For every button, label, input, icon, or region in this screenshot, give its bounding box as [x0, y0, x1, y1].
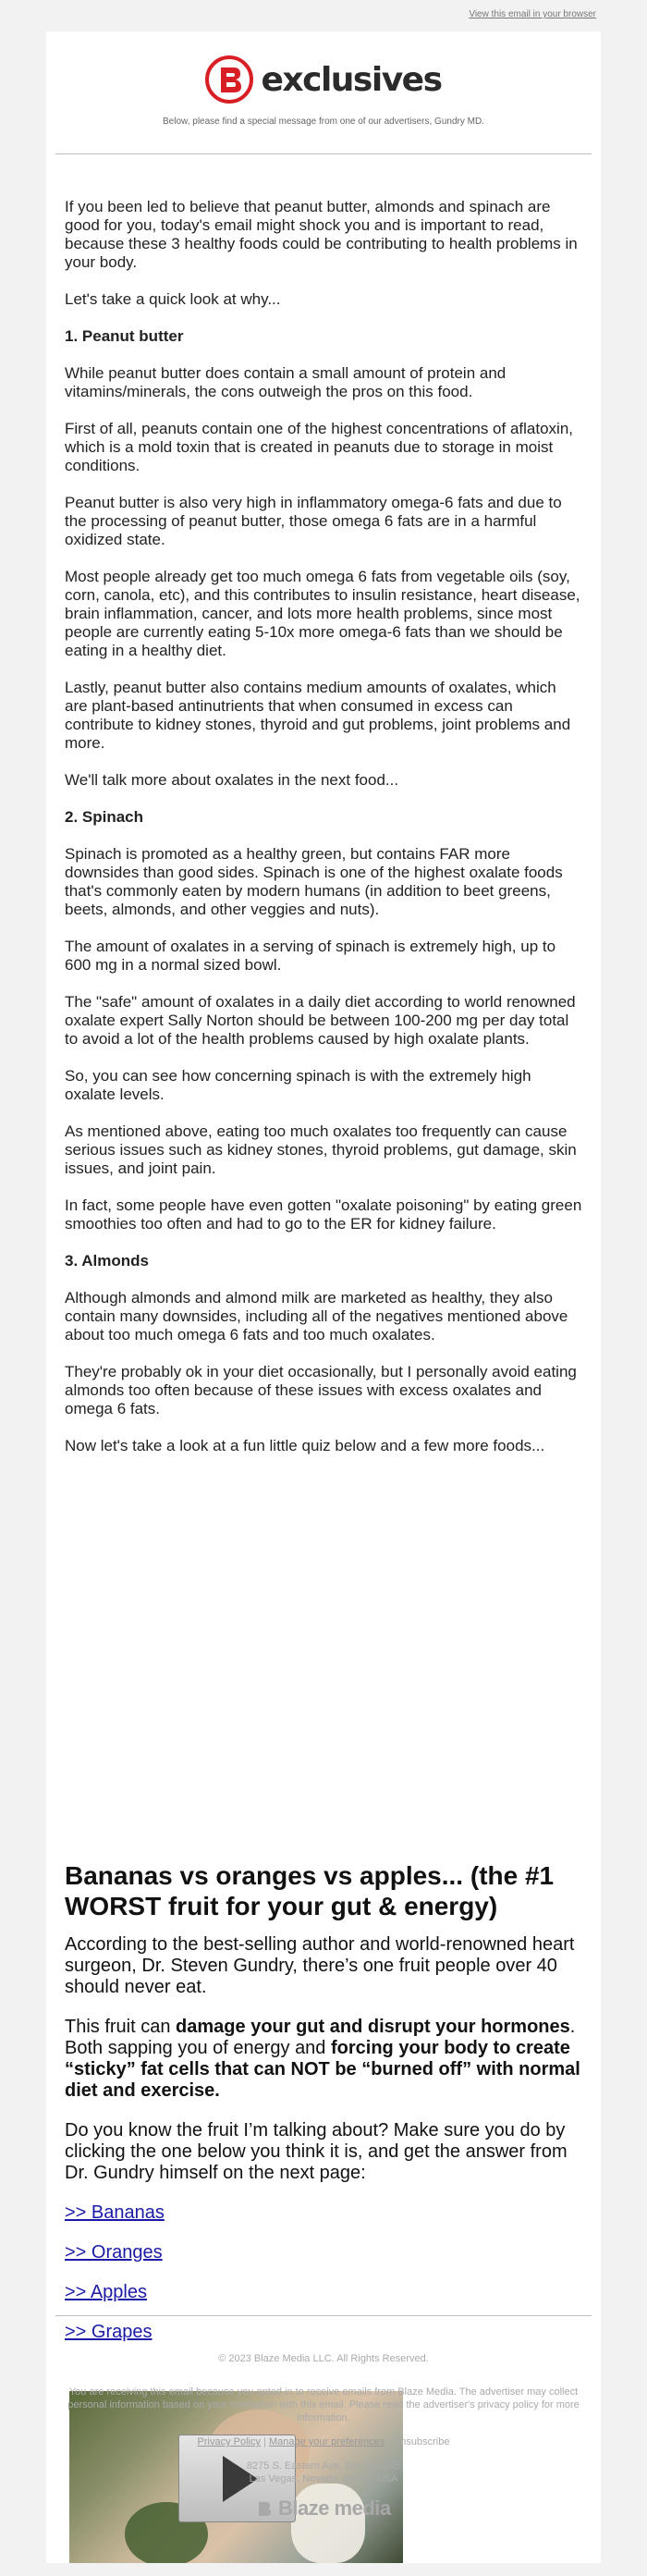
- quiz-paragraph: According to the best-selling author and world-renowned heart surgeon, Dr. Steven Gundry, there’s one fruit people over 40 should never eat.: [65, 1934, 575, 1997]
- blaze-media-logo: [65, 2496, 582, 2520]
- paragraph: The amount of oxalates in a serving of spinach is extremely high, up to 600 mg in a normal sized bowl.: [65, 938, 556, 974]
- paragraph: They're probably ok in your diet occasionally, but I personally avoid eating almonds too often because of these issues with excess oxalates and omega 6 fats.: [65, 1363, 577, 1417]
- quiz-title: Bananas vs oranges vs apples... (the #1 WORST fruit for your gut & energy): [65, 1861, 555, 1920]
- unsubscribe-link[interactable]: Unsubscribe: [393, 2436, 450, 2447]
- logo-text: exclusives: [261, 60, 442, 99]
- address-line: Las Vegas, Nevada, 89123, USA: [249, 2473, 398, 2484]
- bold-text: forcing your body to create “sticky” fat cells that can NOT be “burned off” with normal diet and exercise.: [65, 2038, 580, 2101]
- paragraph: Spinach is promoted as a healthy green, but contains FAR more downsides than good sides. Spinach is one of the highest oxalate foods that's commonly eaten by modern humans (in addition to beet greens, beets, almonds, and other veggies and nuts).: [65, 845, 563, 918]
- paragraph: As mentioned above, eating too much oxalates too frequently can cause serious issues such as kidney stones, thyroid problems, gut damage, skin issues, and joint pain.: [65, 1122, 577, 1177]
- section-heading-peanut-butter: 1. Peanut butter: [65, 327, 184, 345]
- blaze-flame-icon: [256, 2500, 273, 2517]
- footer-links: [65, 2435, 582, 2448]
- blaze-b-logo-icon: [205, 55, 253, 104]
- separator: |: [387, 2436, 391, 2447]
- privacy-policy-link[interactable]: Privacy Policy: [197, 2436, 261, 2447]
- section-heading-spinach: 2. Spinach: [65, 808, 144, 826]
- paragraph: First of all, peanuts contain one of the highest concentrations of aflatoxin, which is a mold toxin that is created in peanuts due to storage in moist conditions.: [65, 420, 574, 474]
- footer-divider: [55, 2315, 592, 2316]
- paragraph: Peanut butter is also very high in inflammatory omega-6 fats and due to the processing of peanut butter, those omega 6 fats are in a harmful oxidized state.: [65, 494, 562, 548]
- address: [65, 2459, 582, 2485]
- address-line: 8275 S. Eastern Ave, Ste 200-245: [246, 2460, 401, 2472]
- brand-text: Blaze media: [277, 2496, 391, 2520]
- email-card: [46, 31, 601, 2563]
- quiz-option-bananas[interactable]: >> Bananas: [65, 2202, 165, 2223]
- view-in-browser-link[interactable]: View this email in your browser: [469, 9, 596, 19]
- section-heading-almonds: 3. Almonds: [65, 1252, 149, 1270]
- paragraph: In fact, some people have even gotten "oxalate poisoning" by eating green smoothies too often and had to go to the ER for kidney failure.: [65, 1196, 582, 1233]
- paragraph: The "safe" amount of oxalates in a daily diet according to world renowned oxalate expert Sally Norton should be between 100-200 mg per day total to avoid a lot of the health problems caused by high oxalate plants.: [65, 993, 576, 1048]
- copyright: © 2023 Blaze Media LLC. All Rights Reserved.: [218, 2353, 429, 2364]
- manage-preferences-link[interactable]: Manage your preferences: [268, 2436, 385, 2447]
- header-divider: [55, 153, 592, 154]
- quiz-option-apples[interactable]: >> Apples: [65, 2282, 147, 2302]
- disclaimer: You are receiving this email because you opted in to receive emails from Blaze Media. The advertiser may collect personal information based on your interaction with this email. Please read the advertiser's privacy policy for more information.: [67, 2386, 580, 2423]
- bold-text: damage your gut and disrupt your hormones: [176, 2017, 570, 2037]
- header-logo: [46, 52, 601, 107]
- advertiser-note: Below, please find a special message from one of our advertisers, Gundry MD.: [163, 117, 484, 127]
- quiz-paragraph: Do you know the fruit I’m talking about? Make sure you do by clicking the one below you think it is, and get the answer from Dr. Gundry himself on the next page:: [65, 2120, 568, 2183]
- paragraph: Lastly, peanut butter also contains medium amounts of oxalates, which are plant-based antinutrients that when consumed in excess can contribute to kidney stones, thyroid and gut problems, joint problems and more.: [65, 679, 571, 752]
- paragraph: Let's take a quick look at why...: [65, 290, 281, 308]
- paragraph: Now let's take a look at a fun little quiz below and a few more foods...: [65, 1437, 545, 1454]
- article-body: [65, 198, 582, 1474]
- footer: [65, 2352, 582, 2520]
- intro-paragraph: If you been led to believe that peanut butter, almonds and spinach are good for you, today's email might shock you and is important to read, because these 3 healthy foods could be contributing to health problems in your body.: [65, 198, 578, 271]
- paragraph: Most people already get too much omega 6 fats from vegetable oils (soy, corn, canola, etc), and this contributes to insulin resistance, heart disease, brain inflammation, cancer, and lots more health problems, since most people are currently eating 5-10x more omega-6 fats than we should be eating in a healthy diet.: [65, 568, 580, 659]
- quiz-paragraph: [65, 2017, 582, 2102]
- paragraph: While peanut butter does contain a small amount of protein and vitamins/minerals, the cons outweigh the pros on this food.: [65, 364, 507, 400]
- paragraph: So, you can see how concerning spinach is with the extremely high oxalate levels.: [65, 1067, 531, 1103]
- paragraph: We'll talk more about oxalates in the next food...: [65, 771, 399, 789]
- text: . Both sapping you of energy and: [65, 2017, 576, 2058]
- top-bar: [0, 0, 647, 31]
- quiz-option-grapes[interactable]: >> Grapes: [65, 2322, 153, 2342]
- text: This fruit can: [65, 2017, 177, 2037]
- quiz-option-oranges[interactable]: >> Oranges: [65, 2242, 163, 2263]
- quiz-section: [65, 1860, 582, 2361]
- paragraph: Although almonds and almond milk are marketed as healthy, they also contain many downsides, including all of the negatives mentioned above about too much omega 6 fats and too much oxalates.: [65, 1289, 568, 1343]
- separator: |: [263, 2436, 266, 2447]
